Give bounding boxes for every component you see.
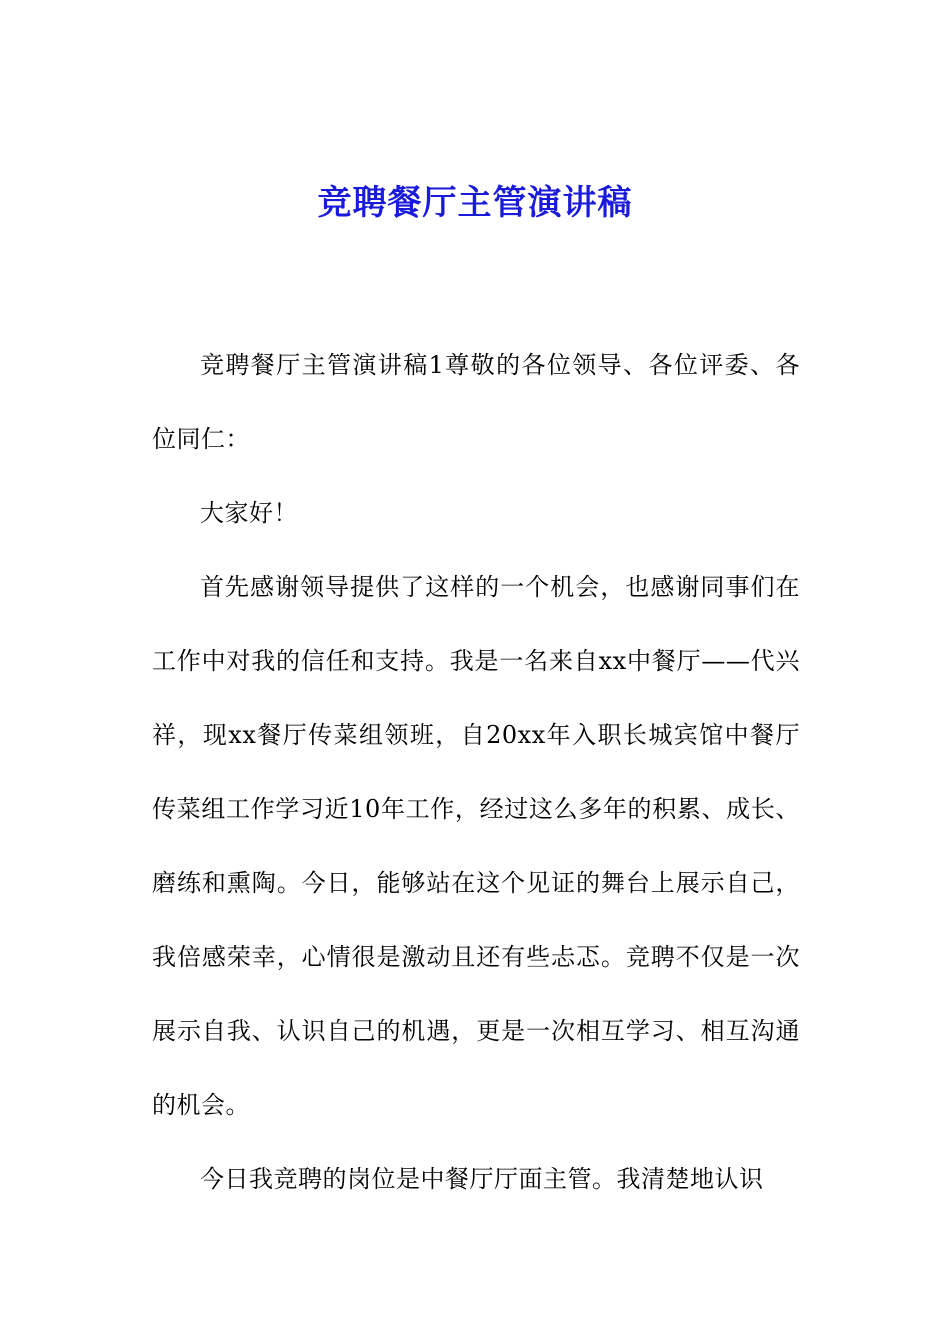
paragraph-introduction: 首先感谢领导提供了这样的一个机会，也感谢同事们在工作中对我的信任和支持。我是一名来自xx中餐厅——代兴祥，现xx餐厅传菜组领班，自20xx年入职长城宾馆中餐厅传菜组工作学习近10年工作，经过这么多年的积累、成长、磨练和熏陶。今日，能够站在这个见证的舞台上展示自己，我倍感荣幸，心情很是激动且还有些忐忑。竞聘不仅是一次展示自我、认识自己的机遇，更是一次相互学习、相互沟通的机会。: [152, 573, 800, 1119]
paragraph-position: 今日我竞聘的岗位是中餐厅厅面主管。我清楚地认识: [200, 1165, 764, 1193]
paragraph-salutation: 竞聘餐厅主管演讲稿1尊敬的各位领导、各位评委、各位同仁：: [152, 351, 800, 453]
document-body: [152, 328, 800, 1216]
paragraph-greeting: 大家好！: [200, 499, 298, 527]
document-title: 竞聘餐厅主管演讲稿: [317, 183, 633, 223]
